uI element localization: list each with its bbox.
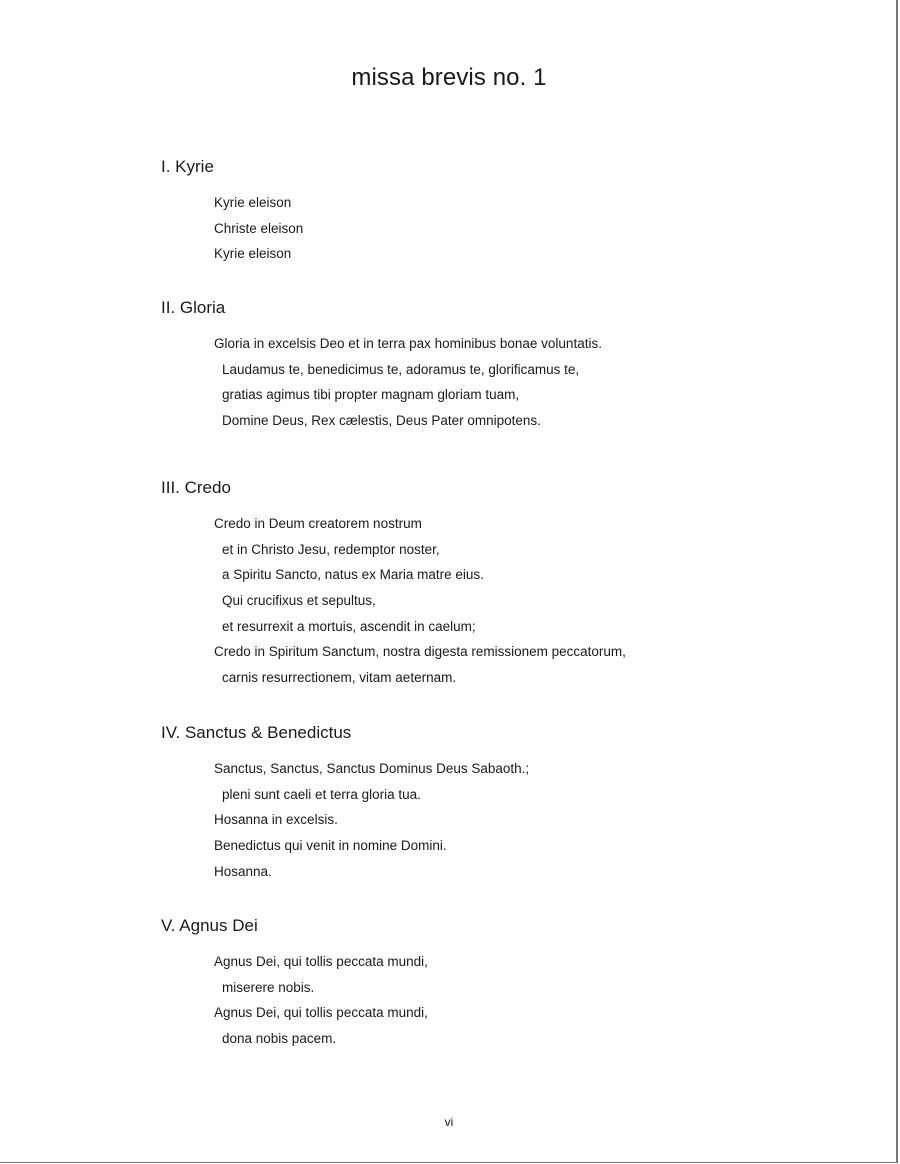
lyric-line: Kyrie eleison <box>214 246 292 262</box>
lyric-line: Kyrie eleison <box>214 195 292 210</box>
lyrics-block <box>161 190 841 267</box>
section-kyrie <box>161 155 841 267</box>
lyrics-block <box>161 511 841 691</box>
section-credo <box>161 476 841 691</box>
lyric-line: Benedictus qui venit in nomine Domini. <box>214 838 447 854</box>
section-heading: V. Agnus Dei <box>161 916 258 935</box>
lyric-line: Credo in Deum creatorem nostrum <box>214 516 422 531</box>
document-title: missa brevis no. 1 <box>351 64 547 91</box>
section-heading: III. Credo <box>161 478 231 497</box>
lyric-line: dona nobis pacem. <box>222 1031 337 1047</box>
lyric-line: Gloria in excelsis Deo et in terra pax hominibus bonae voluntatis. <box>214 336 602 351</box>
lyric-line: Domine Deus, Rex cælestis, Deus Pater omnipotens. <box>222 413 541 429</box>
section-gloria <box>161 296 841 434</box>
lyric-line: Agnus Dei, qui tollis peccata mundi, <box>214 1005 428 1021</box>
lyric-line: Laudamus te, benedicimus te, adoramus te, glorificamus te, <box>222 361 580 377</box>
lyric-line: Sanctus, Sanctus, Sanctus Dominus Deus Sabaoth.; <box>214 761 530 776</box>
lyric-line: Hosanna. <box>214 863 272 879</box>
section-agnus-dei <box>161 914 841 1052</box>
lyric-line: et in Christo Jesu, redemptor noster, <box>222 541 440 557</box>
lyric-line: Agnus Dei, qui tollis peccata mundi, <box>214 954 428 969</box>
lyric-line: Qui crucifixus et sepultus, <box>222 593 376 609</box>
page-number: vi <box>444 1115 454 1129</box>
section-heading: II. Gloria <box>161 298 226 317</box>
section-heading: I. Kyrie <box>161 157 214 176</box>
lyric-line: gratias agimus tibi propter magnam gloriam tuam, <box>222 387 520 403</box>
lyric-line: Christe eleison <box>214 220 304 236</box>
lyric-line: carnis resurrectionem, vitam aeternam. <box>222 670 457 686</box>
lyrics-block <box>161 331 841 434</box>
lyric-line: et resurrexit a mortuis, ascendit in caelum; <box>222 618 476 634</box>
lyrics-block <box>161 756 841 884</box>
lyric-line: Hosanna in excelsis. <box>214 812 338 828</box>
section-heading: IV. Sanctus & Benedictus <box>161 723 352 742</box>
section-sanctus-benedictus <box>161 721 841 884</box>
lyric-line: Credo in Spiritum Sanctum, nostra digesta remissionem peccatorum, <box>214 644 626 660</box>
lyrics-block <box>161 949 841 1052</box>
lyric-line: a Spiritu Sancto, natus ex Maria matre eius. <box>222 567 484 583</box>
lyric-line: pleni sunt caeli et terra gloria tua. <box>222 786 421 802</box>
lyric-line: miserere nobis. <box>222 979 315 995</box>
